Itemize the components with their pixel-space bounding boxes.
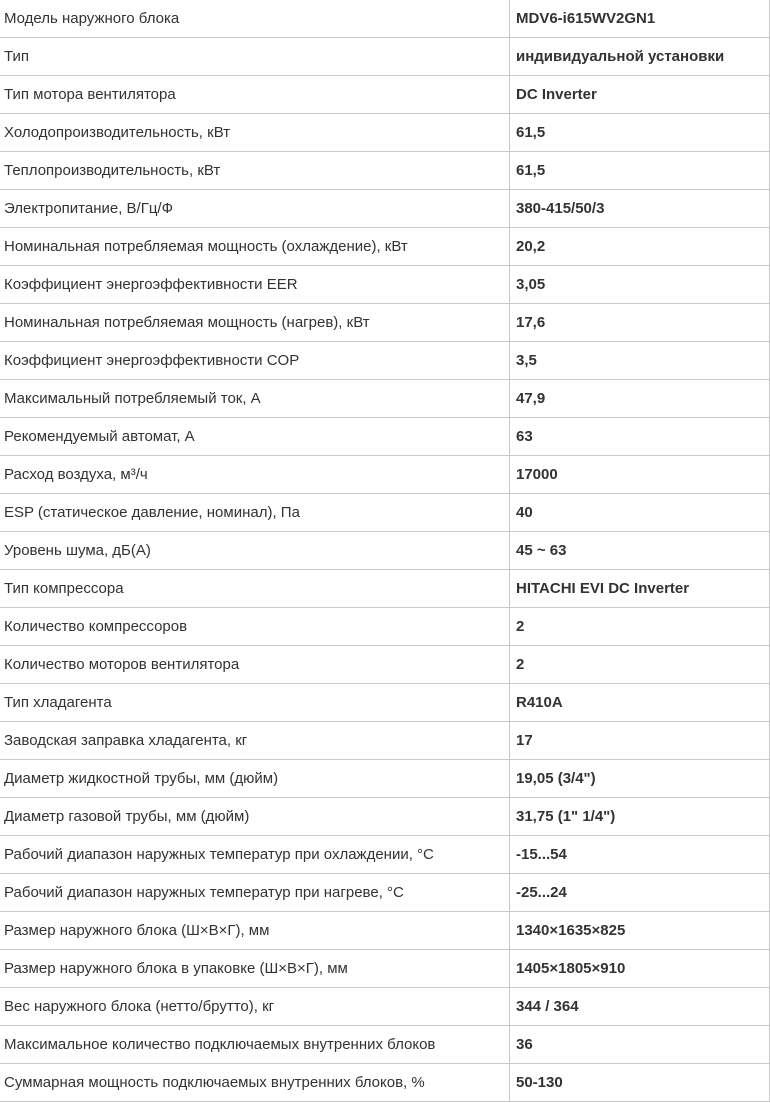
value-cell: 17000 (510, 456, 770, 494)
value-cell: 344 / 364 (510, 988, 770, 1026)
value-cell: 2 (510, 646, 770, 684)
value-cell: 1405×1805×910 (510, 950, 770, 988)
value-cell: HITACHI EVI DC Inverter (510, 570, 770, 608)
table-row (0, 874, 770, 912)
value-cell: 1340×1635×825 (510, 912, 770, 950)
param-cell: Электропитание, В/Гц/Ф (0, 190, 510, 228)
value-cell: 17 (510, 722, 770, 760)
param-cell: Модель наружного блока (0, 0, 510, 38)
value-cell: индивидуальной установки (510, 38, 770, 76)
value-cell: 380-415/50/3 (510, 190, 770, 228)
value-cell: 19,05 (3/4") (510, 760, 770, 798)
value-cell: 36 (510, 1026, 770, 1064)
table-row (0, 1026, 770, 1064)
table-row (0, 836, 770, 874)
table-row (0, 456, 770, 494)
param-cell: ESP (статическое давление, номинал), Па (0, 494, 510, 532)
value-cell: 40 (510, 494, 770, 532)
table-row (0, 228, 770, 266)
table-row (0, 912, 770, 950)
param-cell: Заводская заправка хладагента, кг (0, 722, 510, 760)
value-cell: -15...54 (510, 836, 770, 874)
value-cell: 45 ~ 63 (510, 532, 770, 570)
value-cell: 17,6 (510, 304, 770, 342)
param-cell: Теплопроизводительность, кВт (0, 152, 510, 190)
param-cell: Рабочий диапазон наружных температур при нагреве, °С (0, 874, 510, 912)
param-cell: Диаметр газовой трубы, мм (дюйм) (0, 798, 510, 836)
value-cell: 61,5 (510, 114, 770, 152)
param-cell: Диаметр жидкостной трубы, мм (дюйм) (0, 760, 510, 798)
value-cell: 3,05 (510, 266, 770, 304)
param-cell: Коэффициент энергоэффективности COP (0, 342, 510, 380)
param-cell: Расход воздуха, м³/ч (0, 456, 510, 494)
param-cell: Тип (0, 38, 510, 76)
param-cell: Размер наружного блока (Ш×В×Г), мм (0, 912, 510, 950)
param-cell: Холодопроизводительность, кВт (0, 114, 510, 152)
table-row (0, 152, 770, 190)
param-cell: Количество компрессоров (0, 608, 510, 646)
table-row (0, 684, 770, 722)
table-row (0, 950, 770, 988)
param-cell: Рекомендуемый автомат, А (0, 418, 510, 456)
table-row (0, 760, 770, 798)
table-row (0, 798, 770, 836)
param-cell: Суммарная мощность подключаемых внутренних блоков, % (0, 1064, 510, 1102)
value-cell: -25...24 (510, 874, 770, 912)
table-row (0, 646, 770, 684)
table-row (0, 76, 770, 114)
param-cell: Тип хладагента (0, 684, 510, 722)
param-cell: Уровень шума, дБ(А) (0, 532, 510, 570)
param-cell: Вес наружного блока (нетто/брутто), кг (0, 988, 510, 1026)
param-cell: Количество моторов вентилятора (0, 646, 510, 684)
table-row (0, 494, 770, 532)
table-row (0, 722, 770, 760)
param-cell: Размер наружного блока в упаковке (Ш×В×Г), мм (0, 950, 510, 988)
table-row (0, 380, 770, 418)
table-row (0, 988, 770, 1026)
table-row (0, 0, 770, 38)
table-row (0, 608, 770, 646)
value-cell: 61,5 (510, 152, 770, 190)
table-row (0, 532, 770, 570)
table-row (0, 418, 770, 456)
param-cell: Номинальная потребляемая мощность (охлаждение), кВт (0, 228, 510, 266)
param-cell: Максимальное количество подключаемых внутренних блоков (0, 1026, 510, 1064)
value-cell: 3,5 (510, 342, 770, 380)
value-cell: 63 (510, 418, 770, 456)
value-cell: 20,2 (510, 228, 770, 266)
value-cell: 50-130 (510, 1064, 770, 1102)
param-cell: Рабочий диапазон наружных температур при охлаждении, °С (0, 836, 510, 874)
param-cell: Номинальная потребляемая мощность (нагрев), кВт (0, 304, 510, 342)
value-cell: 47,9 (510, 380, 770, 418)
table-row (0, 114, 770, 152)
value-cell: 2 (510, 608, 770, 646)
param-cell: Коэффициент энергоэффективности EER (0, 266, 510, 304)
table-row (0, 342, 770, 380)
table-row (0, 266, 770, 304)
param-cell: Максимальный потребляемый ток, А (0, 380, 510, 418)
param-cell: Тип компрессора (0, 570, 510, 608)
table-row (0, 570, 770, 608)
table-row (0, 190, 770, 228)
value-cell: R410A (510, 684, 770, 722)
param-cell: Тип мотора вентилятора (0, 76, 510, 114)
table-row (0, 1064, 770, 1102)
table-row (0, 304, 770, 342)
value-cell: 31,75 (1" 1/4") (510, 798, 770, 836)
value-cell: MDV6-i615WV2GN1 (510, 0, 770, 38)
table-row (0, 38, 770, 76)
value-cell: DC Inverter (510, 76, 770, 114)
